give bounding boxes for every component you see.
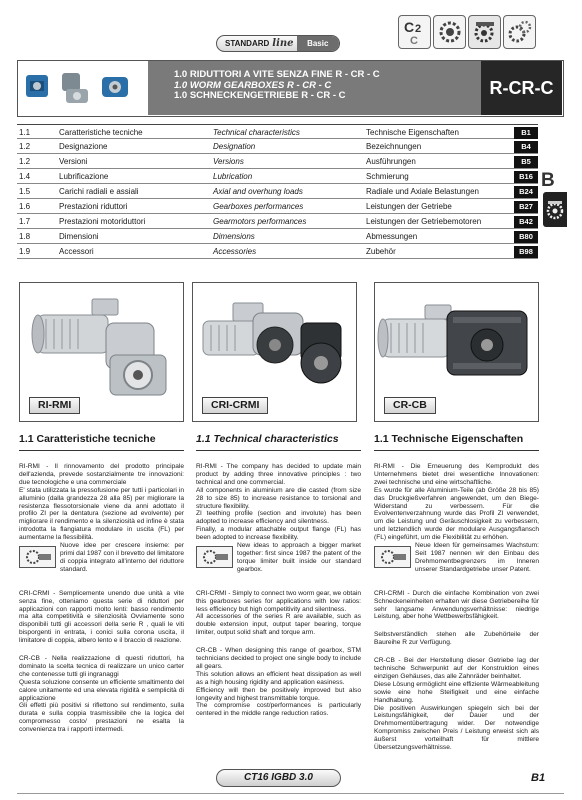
heading-rule xyxy=(196,450,361,451)
toc-page[interactable]: B98 xyxy=(514,246,538,258)
paragraph: All components in aluminium are die casted (from size 28 to size 85) to increase resistance to torsional and structure flexibility. xyxy=(196,486,361,510)
paragraph: CRI-CRMI - Semplicemente unendo due unità a vite senza fine, otteniamo questa serie di riduttori per applicazioni con rapporti molto lenti: basso rendimento ma alta competitività e silenziosità Ovviamente sono disponibili tutti gli accessori della serie R , quali le viti bisporgenti in entrata, i conici sulla corona uscita, il limitatore di coppia, albero lento e il braccio di reazione. xyxy=(19,589,184,645)
toc-english: Designation xyxy=(213,142,256,151)
toc-german: Abmessungen xyxy=(366,232,418,241)
toc-english: Versions xyxy=(213,157,244,166)
photo-caption: CRI-CRMI xyxy=(202,397,268,414)
column-english xyxy=(196,463,361,718)
badge-line: line xyxy=(272,38,294,49)
note-text: Nuove idee per crescere insieme: per primi dal 1987 con il brevetto del limitatore di coppia integrato all'interno del riduttore standard. xyxy=(60,542,184,573)
toc-row[interactable] xyxy=(17,139,538,154)
worm-gear-icon[interactable] xyxy=(543,192,567,227)
paragraph: RI-RMI - The company has decided to update main product by adding three innovative principles : two technical and one commercial. xyxy=(196,463,361,486)
catalog-code-badge: CT16 IGBD 3.0 xyxy=(216,769,341,787)
toc-row[interactable] xyxy=(17,169,538,184)
torque-limiter-icon xyxy=(374,546,411,568)
toc-german: Leistungen der Getriebemotoren xyxy=(366,217,482,226)
paragraph: E' stata utilizzata la pressofusione per tutti i particolari in alluminio (dalla grandezza 28 alla 85) per migliorare la resistenza flessotorsionale viene da anni adottato il profilo ZI per la dentatura (sezione ad evolvente) per migliorare il rendimento e la silenziosità ed infine è stata introdotta la flangiatura modulare in uscita (FL) per aumentarne la flessibilità. xyxy=(19,486,184,542)
toc-italian: Dimensioni xyxy=(59,232,99,241)
product-thumb-2 xyxy=(62,73,88,103)
paragraph: The compromise cost/performances is particularly centered in the middle range reduction ratios. xyxy=(196,702,361,718)
toc-english: Gearboxes performances xyxy=(213,202,304,211)
badge-basic: Basic xyxy=(297,36,339,51)
toc-row[interactable] xyxy=(17,229,538,244)
paragraph: ZI teething profile (section and involute) has been adopted to increase efficiency and silentness. xyxy=(196,510,361,526)
paragraph: Gli effetti più positivi si riflettono sul rendimento, sulla durata e sulla coppia trasmissibile che la logica del compromesso costo/ prestazioni ne esalta la convenienza tra i rapporti intermedi. xyxy=(19,702,184,734)
helical-gear-icon[interactable] xyxy=(503,15,536,49)
toc-row[interactable] xyxy=(17,154,538,169)
toc-german: Schmierung xyxy=(366,172,409,181)
toc-english: Accessories xyxy=(213,247,257,256)
title-italian: 1.0 RIDUTTORI A VITE SENZA FINE R - CR - C xyxy=(174,69,380,80)
toc-page[interactable]: B4 xyxy=(514,141,538,153)
product-photo-cri-crmi xyxy=(192,282,357,422)
c2-icon[interactable] xyxy=(398,15,431,49)
toc-page[interactable]: B16 xyxy=(514,171,538,183)
toc-number: 1.9 xyxy=(19,247,31,256)
toc-row[interactable] xyxy=(17,199,538,214)
chapter-header xyxy=(17,60,564,117)
paragraph: CRI-CRMI - Durch die einfache Kombination von zwei Schneckeneinheiten erhalten wir diese Getriebereihe für sehr langsame Anwendungsverhältnisse: niedrige Leistung, aber hohe Wettbewerbsfähigkeit. xyxy=(374,589,539,621)
chapter-code: R-CR-C xyxy=(481,61,562,115)
paragraph: Die positiven Auswirkungen spiegeln sich bei der Leistungsfähigkeit, der Dauer und der Drehmomentübertragung wider. Der notwendige Kompromiss zwischen Preis / Leistung erweist sich als äußerst vorteilhaft für mittlere Übersetzungsverhältnisse. xyxy=(374,704,539,752)
product-photo-ri-rmi xyxy=(19,282,184,422)
column-italian xyxy=(19,463,184,734)
toc-english: Axial and overhung loads xyxy=(213,187,303,196)
product-thumb-3 xyxy=(102,77,128,97)
section-letter: B xyxy=(541,170,555,191)
toc-number: 1.2 xyxy=(19,157,31,166)
toc-italian: Versioni xyxy=(59,157,88,166)
toc-english: Gearmotors performances xyxy=(213,217,307,226)
toc-english: Technical characteristics xyxy=(213,128,300,137)
paragraph: Finally, a modular attachable output flange (FL) has been adopted to increase flexibility. xyxy=(196,526,361,542)
toc-row[interactable] xyxy=(17,124,538,139)
svg-text:C: C xyxy=(403,19,414,35)
toc-number: 1.5 xyxy=(19,187,31,196)
toc-number: 1.2 xyxy=(19,142,31,151)
toc-page[interactable]: B24 xyxy=(514,186,538,198)
toc-german: Bezeichnungen xyxy=(366,142,422,151)
title-german: 1.0 SCHNECKENGETRIEBE R - CR - C xyxy=(174,90,346,101)
paragraph: Questa soluzione consente un efficiente smaltimento del calore unitamente ed una elevata rigidità e semplicità di applicazione xyxy=(19,678,184,702)
torque-limiter-note xyxy=(374,542,539,574)
gear-icon[interactable] xyxy=(433,15,466,49)
paragraph: Diese Lösung ermöglicht eine effiziente Wärmeableitung sowie eine hohe Steifigkeit und eine einfache Handhabung. xyxy=(374,680,539,704)
toc-italian: Prestazioni riduttori xyxy=(59,202,128,211)
note-text: New ideas to approach a bigger market together: first since 1987 the patent of the torque limiter built inside our standard gearbox. xyxy=(237,542,361,573)
toc-english: Lubrication xyxy=(213,172,253,181)
toc-german: Ausführungen xyxy=(366,157,416,166)
svg-text:2: 2 xyxy=(414,23,421,35)
toc-german: Zubehör xyxy=(366,247,396,256)
toc-number: 1.4 xyxy=(19,172,31,181)
paragraph: This solution allows an efficient heat dissipation as well as a high housing rigidity and application easiness. xyxy=(196,670,361,686)
torque-limiter-icon xyxy=(196,546,233,568)
photo-caption: RI-RMI xyxy=(29,397,80,414)
paragraph: CR-CB - Nella realizzazione di questi riduttori, ha dominato la scelta tecnica di realizzare un unico carter che contenesse tutti gli ingranaggi xyxy=(19,655,184,678)
toc-number: 1.1 xyxy=(19,128,31,137)
svg-text:C: C xyxy=(409,35,418,46)
paragraph: CRI-CRMI - Simply to connect two worm gear, we obtain this gearboxes series for applications with low ratios: less efficiency but high competitivity and silentness. xyxy=(196,589,361,613)
note-text: Neue Ideen für gemeinsames Wachstum: Seit 1987 nennen wir den Einbau des Drehmomentbegrenzers im Inneren unserer Standardgetriebe unser Patent. xyxy=(415,542,539,573)
footer-rule xyxy=(17,793,564,794)
toc-page[interactable]: B27 xyxy=(514,201,538,213)
toc-italian: Carichi radiali e assiali xyxy=(59,187,139,196)
toc-german: Leistungen der Getriebe xyxy=(366,202,452,211)
toc-row[interactable] xyxy=(17,214,538,229)
torque-limiter-icon xyxy=(19,546,56,568)
section-heading-german: 1.1 Technische Eigenschaften xyxy=(374,433,524,445)
toc-italian: Accessori xyxy=(59,247,94,256)
table-of-contents xyxy=(17,124,538,259)
toc-page[interactable]: B5 xyxy=(514,156,538,168)
torque-limiter-note xyxy=(196,542,361,574)
column-german xyxy=(374,463,539,752)
toc-german: Radiale und Axiale Belastungen xyxy=(366,187,479,196)
product-photo-cr-cb xyxy=(374,282,539,422)
section-heading-english: 1.1 Technical characteristics xyxy=(196,433,339,445)
toc-number: 1.8 xyxy=(19,232,31,241)
paragraph: CR-CB - When designing this range of gearbox, STM technicians decided to project one single body to include all gears. xyxy=(196,647,361,670)
standard-line-badge xyxy=(216,35,340,52)
category-icons xyxy=(398,15,536,49)
photo-caption: CR-CB xyxy=(384,397,436,414)
paragraph: Selbstverständlich stehen alle Zubehörteile der Baureihe R zur Verfügung. xyxy=(374,631,539,647)
toc-italian: Lubrificazione xyxy=(59,172,109,181)
heading-rule xyxy=(374,450,539,451)
toc-number: 1.7 xyxy=(19,217,31,226)
paragraph: RI-RMI - Il rinnovamento del prodotto principale dell'azienda, prevede sostanzialmente tre innovazioni: due tecnologiche e una commerciale xyxy=(19,463,184,486)
torque-limiter-note xyxy=(19,542,184,574)
toc-german: Technische Eigenschaften xyxy=(366,128,459,137)
toc-italian: Designazione xyxy=(59,142,108,151)
toc-row[interactable] xyxy=(17,184,538,199)
paragraph: Es wurde für alle Aluminium-Teile (ab Größe 28 bis 85) das Druckgießverfahren angewendet, um den Biege-Widerstand zu verbessern. Für die Evolventenverzahnung wurde das Profil ZI verwendet, um die Leistung und Geräuschlosigkeit zu verbessern, und letztendlich wurde der modulare Ausgangsflansch (FL) eingeführt, um die Flexibilität zu erhöhen. xyxy=(374,486,539,542)
paragraph: Efficiency will then be positively improved but also longevity and highest transmittable torque. xyxy=(196,686,361,702)
paragraph: RI-RMI - Die Erneuerung des Kemprodukt des Unternehmens bietet drei wesentliche Innovationen: zwei technische und eine wirtschaftliche. xyxy=(374,463,539,486)
badge-standard: STANDARD xyxy=(225,39,270,48)
toc-page[interactable]: B42 xyxy=(514,216,538,228)
worm-gear-icon[interactable] xyxy=(468,15,501,49)
toc-page[interactable]: B80 xyxy=(514,231,538,243)
header-product-images xyxy=(18,61,148,115)
toc-english: Dimensions xyxy=(213,232,255,241)
toc-row[interactable] xyxy=(17,244,538,259)
header-titles xyxy=(148,61,481,115)
toc-italian: Prestazioni motoriduttori xyxy=(59,217,146,226)
product-thumb-1 xyxy=(26,75,48,97)
page-number: B1 xyxy=(531,772,546,784)
heading-rule xyxy=(19,450,184,451)
paragraph: CR-CB - Bei der Herstellung dieser Getriebe lag der technische Schwerpunkt auf der Konstruktion eines einzigen Gehäuses, das alle Zahnräder beinhaltet. xyxy=(374,657,539,680)
paragraph: All accessories of the series R are available, such as double extension input, output taper bearing, torque limiter, output solid shaft and torque arm. xyxy=(196,613,361,637)
toc-page[interactable]: B1 xyxy=(514,127,538,139)
toc-number: 1.6 xyxy=(19,202,31,211)
toc-italian: Caratteristiche tecniche xyxy=(59,128,143,137)
title-english: 1.0 WORM GEARBOXES R - CR - C xyxy=(174,79,332,91)
section-heading-italian: 1.1 Caratteristiche tecniche xyxy=(19,433,156,445)
